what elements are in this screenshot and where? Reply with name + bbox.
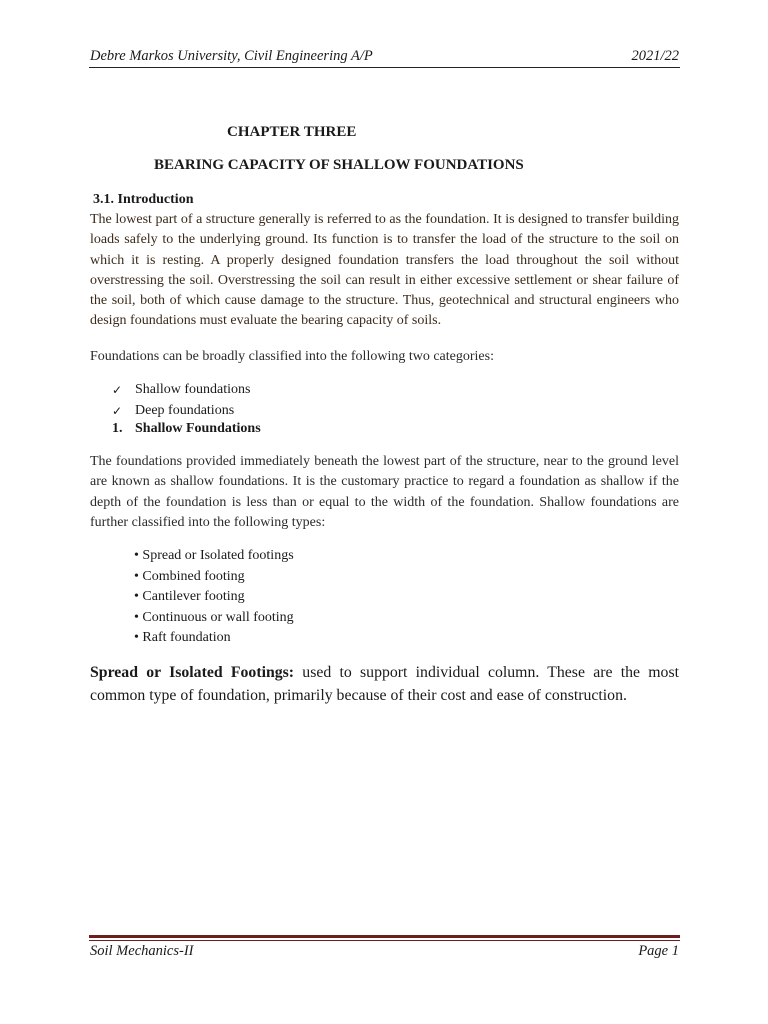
footer-divider-thin (89, 940, 680, 941)
list-item: • Cantilever footing (134, 589, 245, 604)
list-item: • Spread or Isolated footings (134, 548, 294, 563)
chapter-label: CHAPTER THREE (227, 124, 357, 140)
category-label: Deep foundations (135, 402, 235, 418)
header-institution: Debre Markos University, Civil Engineering A/P (90, 48, 373, 64)
list-item (112, 401, 251, 422)
classification-paragraph: Foundations can be broadly classified into the following two categories: (90, 349, 494, 364)
heading-number: 1. (112, 421, 123, 436)
list-item (112, 380, 251, 401)
chapter-title: BEARING CAPACITY OF SHALLOW FOUNDATIONS (154, 157, 524, 173)
header-divider (89, 67, 680, 68)
footer-divider-thick (89, 935, 680, 938)
section-heading: 3.1. Introduction (93, 192, 194, 207)
page-footer (90, 943, 679, 963)
shallow-foundations-heading (112, 421, 261, 437)
list-item: • Raft foundation (134, 630, 231, 645)
list-item: • Combined footing (134, 568, 245, 584)
intro-paragraph: The lowest part of a structure generally is referred to as the foundation. It is designed to transfer building loads safely to the underlying ground. Its function is to transfer the load of the structure to the soil on which it is resting. A properly designed foundation transfers the load throughout the soil without overstressing the soil. Overstressing the soil can result in either excessive settlement or shear failure of the soil, both of which cause damage to the structure. Thus, geotechnical and structural engineers who design foundations must evaluate the bearing capacity of soils. (90, 212, 679, 329)
category-list (112, 380, 251, 421)
shallow-paragraph: The foundations provided immediately beneath the lowest part of the structure, near to the ground level are known as shallow foundations. It is the customary practice to regard a foundation as shallow if the depth of the foundation is less than or equal to the width of the foundation. Shallow foundations are further classified into the following types: (90, 454, 679, 530)
spread-footings-lead: Spread or Isolated Footings: (90, 664, 295, 681)
checkmark-icon: ✓ (112, 403, 123, 418)
list-item: • Continuous or wall footing (134, 609, 294, 625)
heading-text: Shallow Foundations (135, 421, 261, 436)
spread-footings-text: used to support individual column. These are the most common type of foundation, primarily because of their cost and ease of construction. (90, 664, 679, 704)
header-year: 2021/22 (631, 48, 679, 64)
footing-types-list (134, 546, 294, 649)
footer-page-number: Page 1 (638, 943, 679, 959)
page-header (90, 48, 679, 68)
spread-footings-paragraph (90, 661, 679, 707)
category-label: Shallow foundations (135, 382, 251, 397)
footer-course: Soil Mechanics-II (90, 943, 194, 959)
checkmark-icon: ✓ (112, 383, 123, 397)
